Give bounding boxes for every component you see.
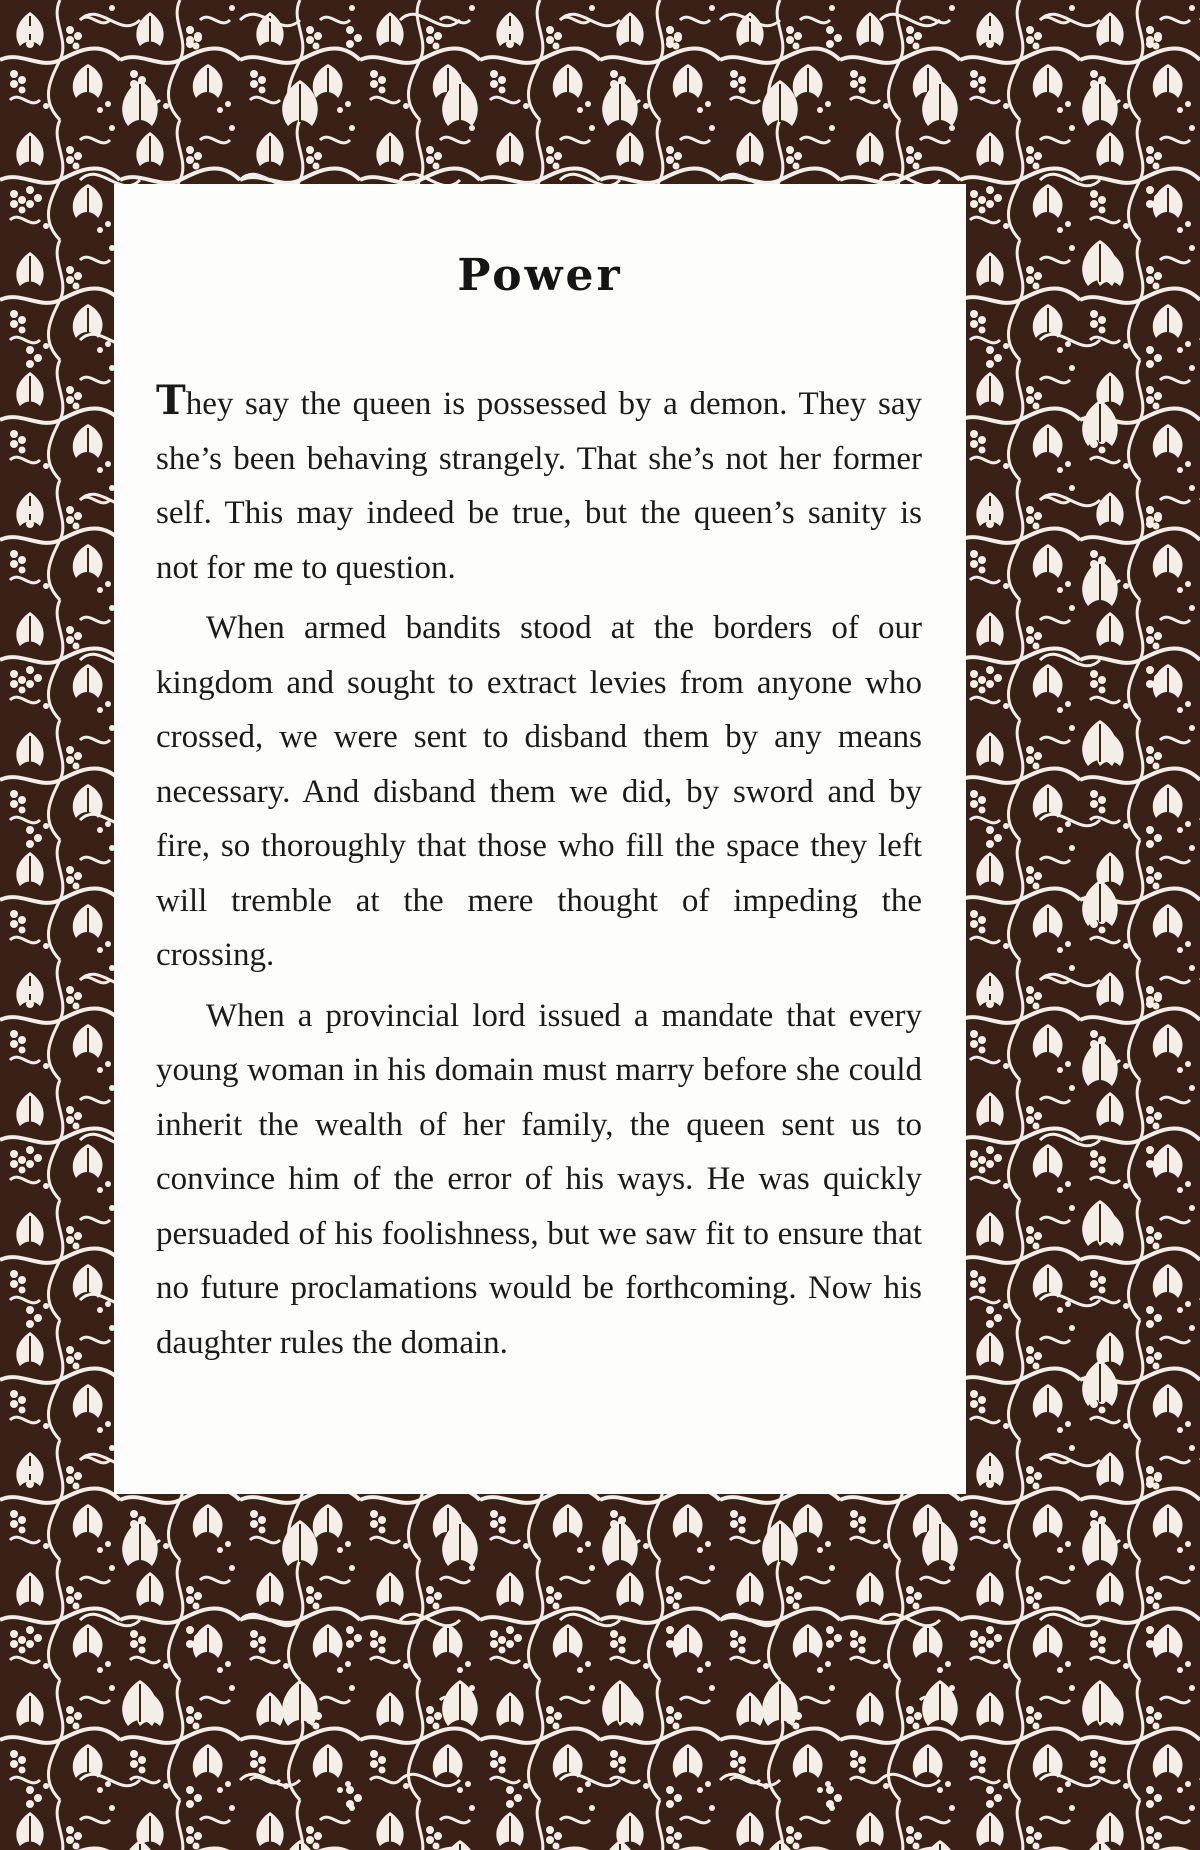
body-text xyxy=(156,374,922,1376)
drop-cap: T xyxy=(156,377,186,424)
paragraph-1-text: hey say the queen is possessed by a demon. They say she’s been behaving strangely. That she’s not her former self. This may indeed be true, but the queen’s sanity is not for me to question. xyxy=(156,386,922,586)
page-title: Power xyxy=(457,250,623,301)
text-panel xyxy=(114,184,966,1494)
paragraph-3: When a provincial lord issued a mandate that every young woman in his domain must marry before she could inherit the wealth of her family, the queen sent us to convince him of the error of his ways. He was quickly persuaded of his foolishness, but we saw fit to ensure that no future proclamations would be forthcoming. Now his daughter rules the domain. xyxy=(156,997,922,1361)
paragraph-2: When armed bandits stood at the borders of our kingdom and sought to extract levies from anyone who crossed, we were sent to disband them by any means necessary. And disband them we did, by sword and by fire, so thoroughly that those who fill the space they left will tremble at the mere thought of impeding the crossing. xyxy=(156,610,922,973)
paragraph-1 xyxy=(156,374,922,595)
